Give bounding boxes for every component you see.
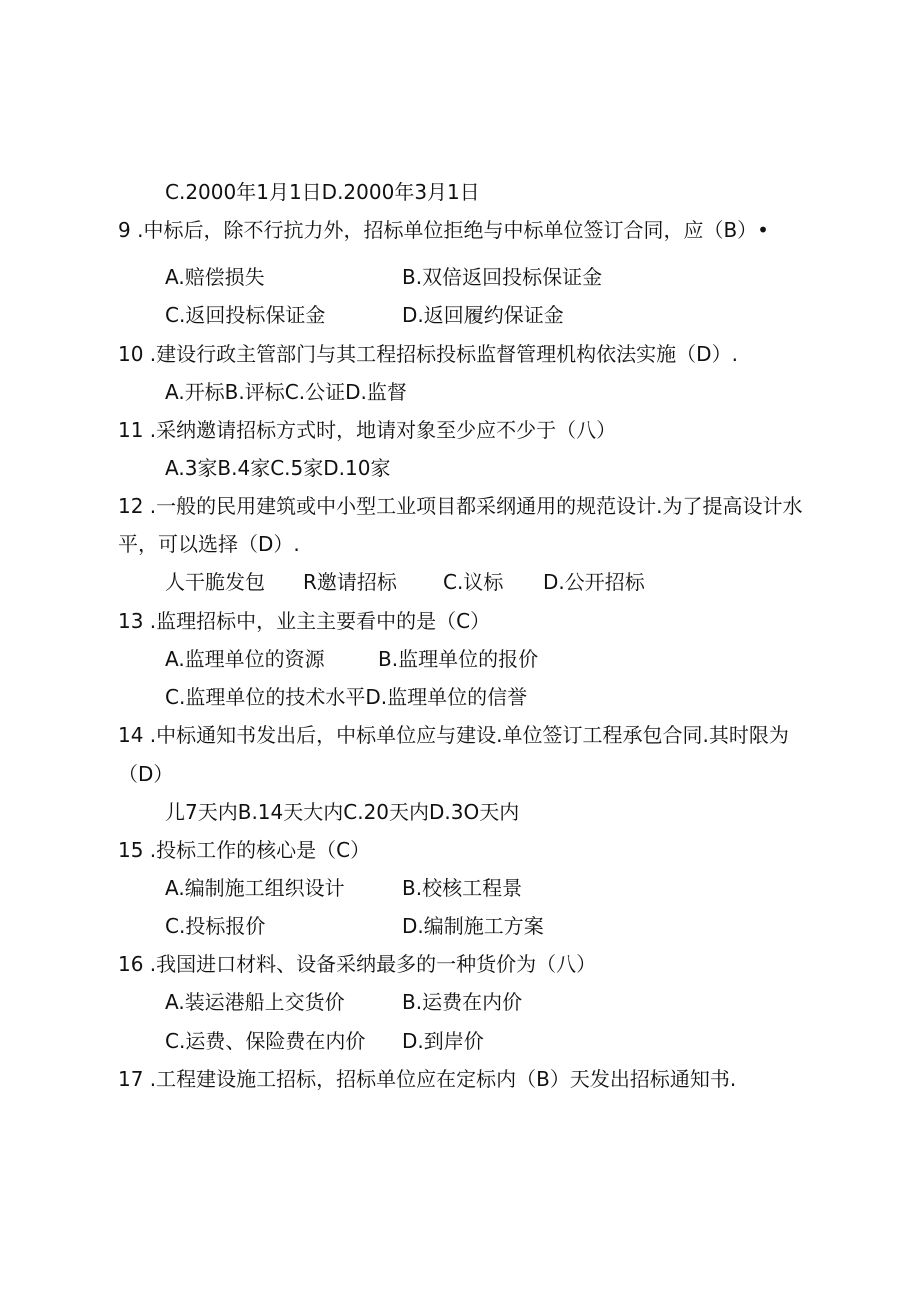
q15-option-b: B.校核工程景: [402, 876, 523, 900]
q16-option-a: A.装运港船上交货价: [165, 990, 345, 1014]
q16-option-b: B.运费在内价: [402, 990, 523, 1014]
q15-option-c: C.投标报价: [165, 914, 266, 938]
q15-option-a: A.编制施工组织设计: [165, 876, 345, 900]
q13-option-a: A.监理单位的资源: [165, 647, 325, 671]
q14-options: 儿7天内B.14天大内C.20天内D.3O天内: [165, 800, 520, 824]
question-16: 16 .我国进口材料、设备采纳最多的一种货价为（八）: [118, 952, 597, 976]
q8-options-cd: C.2000年1月1日D.2000年3月1日: [165, 180, 480, 204]
q11-options: A.3家B.4家C.5家D.10家: [165, 456, 391, 480]
q9-option-c: C.返回投标保证金: [165, 303, 326, 327]
q12-option-d: D.公开招标: [543, 570, 645, 594]
q9-option-d: D.返回履约保证金: [402, 303, 564, 327]
question-17: 17 .工程建设施工招标，招标单位应在定标内（B）天发出招标通知书.: [118, 1067, 737, 1091]
q13-option-b: B.监理单位的报价: [378, 647, 539, 671]
q15-option-d: D.编制施工方案: [402, 914, 544, 938]
question-9: 9 .中标后，除不行抗力外，招标单位拒绝与中标单位签订合同，应（B）•: [118, 218, 769, 242]
q16-option-c: C.运费、保险费在内价: [165, 1029, 366, 1053]
question-15: 15 .投标工作的核心是（C）: [118, 838, 371, 862]
q12-option-a: 人干脆发包: [165, 570, 265, 594]
question-12-line-2: 平，可以选择（D）.: [118, 532, 300, 556]
question-14-line-1: 14 .中标通知书发出后，中标单位应与建设.单位签订工程承包合同.其时限为: [118, 723, 789, 747]
q13-options-cd: C.监理单位的技术水平D.监理单位的信誉: [165, 685, 528, 709]
q10-options: A.开标B.评标C.公证D.监督: [165, 380, 407, 404]
q9-option-a: A.赔偿损失: [165, 265, 265, 289]
q9-option-b: B.双倍返回投标保证金: [402, 265, 603, 289]
q16-option-d: D.到岸价: [402, 1029, 484, 1053]
q12-option-c: C.议标: [443, 570, 504, 594]
q12-option-b: R邀请招标: [303, 570, 397, 594]
question-13: 13 .监理招标中，业主主要看中的是（C）: [118, 609, 491, 633]
question-12-line-1: 12 .一般的民用建筑或中小型工业项目都采纲通用的规范设计.为了提高设计水: [118, 494, 803, 518]
question-14-line-2: （D）: [118, 762, 174, 786]
question-11: 11 .采纳邀请招标方式时，地请对象至少应不少于（八）: [118, 418, 617, 442]
question-10: 10 .建设行政主管部门与其工程招标投标监督管理机构依法实施（D）.: [118, 342, 738, 366]
